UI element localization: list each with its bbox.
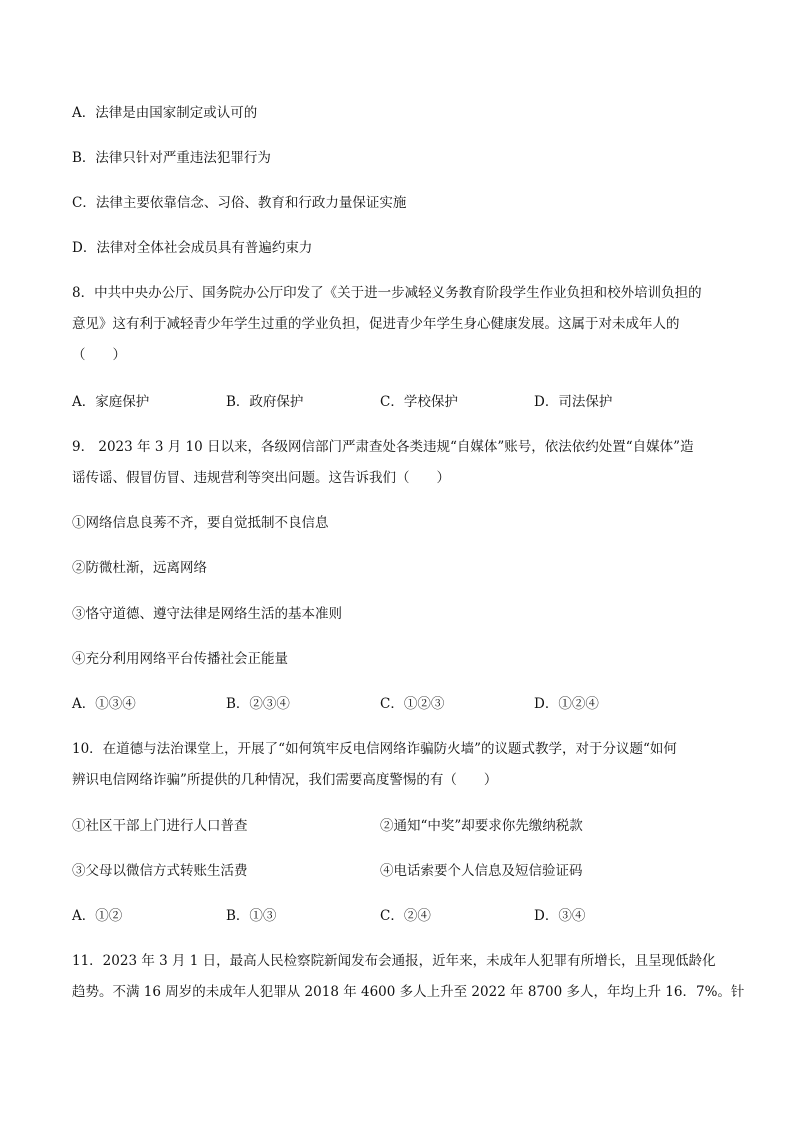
q8-answer-blank: （ ） (72, 347, 126, 363)
q9-option-d: D．①②④ (534, 696, 599, 712)
q9-item-2: ②防微杜渐，远离网络 (72, 560, 207, 576)
q8-stem-line-2: 意见》这有利于减轻青少年学生过重的学业负担，促进青少年学生身心健康发展。这属于对未成年人的 (72, 316, 680, 332)
q11-stem-line-2: 趋势。不满 16 周岁的未成年人犯罪从 2018 年 4600 多人上升至 2022 年 8700 多人，年均上升 16．7%。针 (72, 984, 745, 1000)
q9-item-1: ①网络信息良莠不齐，要自觉抵制不良信息 (72, 515, 329, 531)
q10-stem-line-2: 辨识电信网络诈骗”所提供的几种情况，我们需要高度警惕的有（ ） (72, 772, 498, 788)
q7-option-d: D．法律对全体社会成员具有普遍约束力 (72, 240, 313, 256)
q9-option-c: C．①②③ (380, 696, 445, 712)
q10-option-c: C．②④ (380, 908, 431, 924)
q10-stem-line-1: 10．在道德与法治课堂上，开展了“如何筑牢反电信网络诈骗防火墙”的议题式教学，对于分议题“如何 (72, 741, 677, 757)
q8-stem-line-1: 8．中共中央办公厅、国务院办公厅印发了《关于进一步减轻义务教育阶段学生作业负担和校外培训负担的 (72, 285, 702, 301)
q10-item-2: ②通知“中奖”却要求你先缴纳税款 (380, 818, 583, 834)
q10-option-d: D．③④ (534, 908, 586, 924)
q10-option-b: B．①③ (226, 908, 277, 924)
q10-item-4: ④电话索要个人信息及短信验证码 (380, 863, 583, 879)
q8-option-a: A．家庭保护 (72, 394, 150, 410)
q8-option-c: C．学校保护 (380, 394, 458, 410)
q9-stem-line-2: 谣传谣、假冒仿冒、违规营利等突出问题。这告诉我们（ ） (72, 470, 450, 486)
q9-option-a: A．①③④ (72, 696, 136, 712)
q9-stem-line-1: 9． 2023 年 3 月 10 日以来，各级网信部门严肃查处各类违规“自媒体”账号，依法依约处置“自媒体”造 (72, 439, 694, 455)
q7-option-a: A．法律是由国家制定或认可的 (72, 105, 258, 121)
q9-item-4: ④充分利用网络平台传播社会正能量 (72, 651, 288, 667)
q7-option-c: C．法律主要依靠信念、习俗、教育和行政力量保证实施 (72, 195, 407, 211)
q11-stem-line-1: 11．2023 年 3 月 1 日，最高人民检察院新闻发布会通报，近年来，未成年人犯罪有所增长，且呈现低龄化 (72, 953, 716, 969)
q9-option-b: B．②③④ (226, 696, 290, 712)
q8-option-d: D．司法保护 (534, 394, 613, 410)
q7-option-b: B．法律只针对严重违法犯罪行为 (72, 150, 271, 166)
q9-item-3: ③恪守道德、遵守法律是网络生活的基本准则 (72, 606, 342, 622)
q10-item-1: ①社区干部上门进行人口普查 (72, 818, 248, 834)
q10-option-a: A．①② (72, 908, 123, 924)
q10-item-3: ③父母以微信方式转账生活费 (72, 863, 248, 879)
q8-option-b: B．政府保护 (226, 394, 304, 410)
